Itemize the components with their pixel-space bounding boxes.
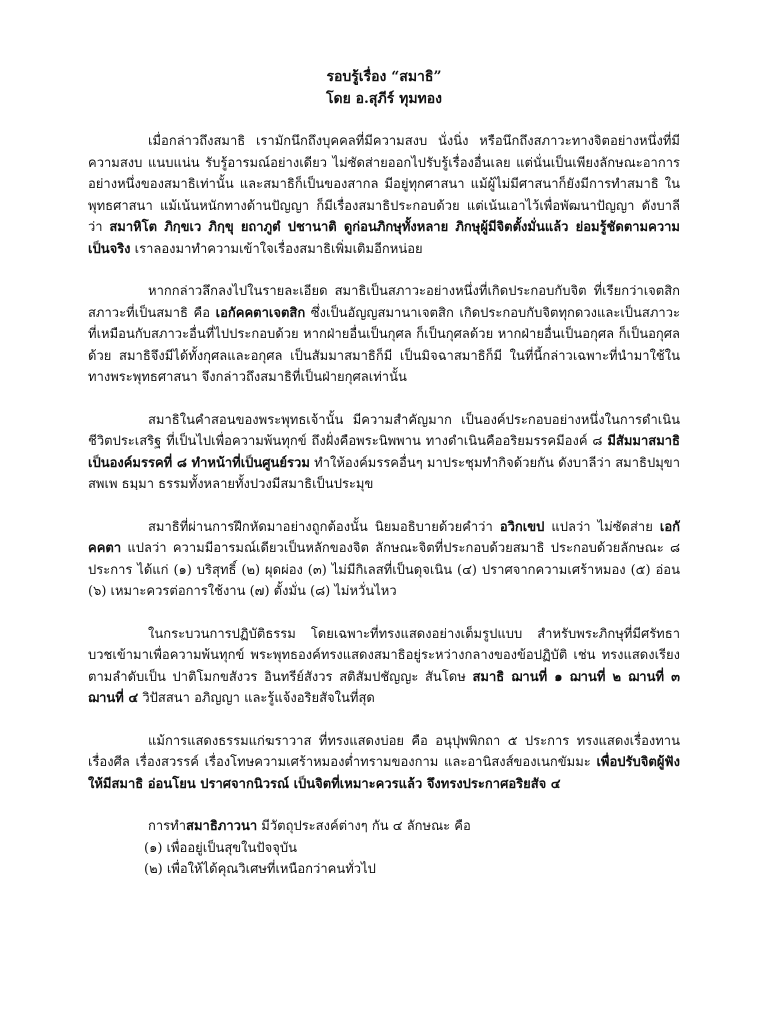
paragraph-3-text-c: ทำให้องค์มรรคอื่นๆ มาประชุมทำกิจด้วยกัน ดังบาลีว่า สมาธิปมุขา สพเพ ธมฺมา ธรรมทั้งหลายทั้งปวงมีสมาธิเป็นประมุข bbox=[88, 455, 680, 492]
spacer bbox=[88, 710, 680, 731]
paragraph-7-text-a: การทำ bbox=[148, 819, 187, 834]
document-page bbox=[88, 66, 680, 881]
paragraph-5-text-a: ในกระบวนการปฏิบัติธรรม โดยเฉพาะที่ทรงแสดงอย่างเต็มรูปแบบ สำหรับพระภิกษุที่มีศรัทธาบวชเข้ามาเพื่อความพ้นทุกข์ พระพุทธองค์ทรงแสดงสมาธิอยู่ระหว่างกลางของข้อปฏิบัติ เช่น ทรงแสดงเรียงตามลำดับเป็น ปาติโมกขสังวร อินทรีย์สังวร สติสัมปชัญญะ สันโดษ bbox=[88, 626, 680, 685]
list-item: (๑) เพื่ออยู่เป็นสุขในปัจจุบัน bbox=[144, 840, 298, 856]
spacer bbox=[88, 260, 680, 281]
paragraph-6-text-a: แม้การแสดงธรรมแก่ฆราวาส ที่ทรงแสดงบ่อย คือ อนุปุพพิกถา ๕ ประการ ทรงแสดงเรื่องทาน เรื่องศีล เรื่องสวรรค์ เรื่องโทษความเศร้าหมองต่ำทรามของกาม และอานิสงส์ของเนกขัมมะ bbox=[88, 733, 680, 770]
paragraph-6 bbox=[88, 731, 680, 796]
paragraph-4-text-c: แปลว่า ไม่ซัดส่าย bbox=[544, 519, 660, 535]
spacer bbox=[88, 110, 680, 131]
paragraph-2 bbox=[88, 281, 680, 389]
paragraph-1-bold-quote: สมาหิโต ภิกฺขเว ภิกฺขุ ยถาภูตํ ปชานาติ ดูก่อนภิกษุทั้งหลาย ภิกษุผู้มีจิตตั้งมั่นแล้ว ย่อมรู้ชัดตามความเป็นจริง bbox=[88, 220, 680, 257]
paragraph-2-text-a: หากกล่าวลึกลงไปในรายละเอียด สมาธิเป็นสภาวะอย่างหนึ่งที่เกิดประกอบกับจิต ที่เรียกว่าเจตสิก สภาวะที่เป็นสมาธิ คือ bbox=[88, 284, 680, 321]
spacer bbox=[88, 389, 680, 410]
paragraph-7 bbox=[88, 816, 680, 838]
paragraph-1-text-c: เราลองมาทำความเข้าใจเรื่องสมาธิเพิ่มเติมอีกหน่อย bbox=[130, 241, 423, 257]
paragraph-4-text-e: แปลว่า ความมีอารมณ์เดียวเป็นหลักของจิต ลักษณะจิตที่ประกอบด้วยสมาธิ ประกอบด้วยลักษณะ ๘ ประการ ได้แก่ (๑) บริสุทธิ์ (๒) ผุดผ่อง (๓) ไม่มีกิเลสที่เป็นดุจเนิน (๔) ปราศจากความเศร้าหมอง (๕) อ่อน (๖) เหมาะควรต่อการใช้งาน (๗) ตั้งมั่น (๘) ไม่หวั่นไหว bbox=[88, 541, 680, 599]
paragraph-5-text-c: วิปัสสนา อภิญญา และรู้แจ้งอริยสัจในที่สุด bbox=[138, 691, 375, 706]
paragraph-4-text-a: สมาธิที่ผ่านการฝึกหัดมาอย่างถูกต้องนั้น นิยมอธิบายด้วยคำว่า bbox=[148, 519, 500, 535]
paragraph-4-bold-term-1: อวิกเขป bbox=[499, 519, 545, 535]
paragraph-3 bbox=[88, 410, 680, 496]
paragraph-2-bold-term: เอกัคคตาเจตสิก bbox=[215, 305, 306, 321]
paragraph-2-text-c: ซึ่งเป็นอัญญสมานาเจตสิก เกิดประกอบกับจิตทุกดวงและเป็นสภาวะที่เหมือนกับสภาวะอื่นที่ไปประกอบด้วย หากฝ่ายอื่นเป็นกุศล ก็เป็นกุศลด้วย หากฝ่ายอื่นเป็นอกุศล ก็เป็นอกุศลด้วย สมาธิจึงมีได้ทั้งกุศลและอกุศล เป็นสัมมาสมาธิก็มี เป็นมิจฉาสมาธิก็มี ในที่นี้กล่าวเฉพาะที่นำมาใช้ในทางพระพุทธศาสนา จึงกล่าวถึงสมาธิที่เป็นฝ่ายกุศลเท่านั้น bbox=[88, 305, 680, 385]
paragraph-4 bbox=[88, 517, 680, 603]
paragraph-7-text-c: มีวัตถุประสงค์ต่างๆ กัน ๔ ลักษณะ คือ bbox=[257, 819, 471, 834]
paragraph-5-bold-phrase: สมาธิ ฌานที่ ๑ ฌานที่ ๒ ฌานที่ ๓ ฌานที่ ๔ bbox=[88, 669, 680, 706]
spacer bbox=[88, 496, 680, 517]
spacer bbox=[88, 603, 680, 624]
paragraph-1 bbox=[88, 131, 680, 260]
paragraph-5 bbox=[88, 624, 680, 710]
document-author: โดย อ.สุภีร์ ทุมทอง bbox=[325, 91, 443, 107]
paragraph-3-bold-phrase: มีสัมมาสมาธิเป็นองค์มรรคที่ ๘ ทำหน้าที่เป็นศูนย์รวม bbox=[88, 434, 680, 471]
paragraph-6-bold-phrase: เพื่อปรับจิตผู้ฟังให้มีสมาธิ อ่อนโยน ปราศจากนิวรณ์ เป็นจิตที่เหมาะควรแล้ว จึงทรงประกาศอริยสัจ ๔ bbox=[88, 755, 680, 792]
spacer bbox=[88, 795, 680, 816]
list-item: (๒) เพื่อให้ได้คุณวิเศษที่เหนือกว่าคนทั่วไป bbox=[144, 862, 376, 877]
paragraph-4-bold-term-2: เอกัคคตา bbox=[88, 519, 680, 556]
paragraph-7-bold-term: สมาธิภาวนา bbox=[186, 819, 258, 834]
paragraph-3-text-a: สมาธิในคำสอนของพระพุทธเจ้านั้น มีความสำคัญมาก เป็นองค์ประกอบอย่างหนึ่งในการดำเนินชีวิตประเสริฐ ที่เป็นไปเพื่อความพ้นทุกข์ ถึงฝั่งคือพระนิพพาน ทางดำเนินคืออริยมรรคมีองค์ ๘ bbox=[88, 412, 680, 449]
document-title: รอบรู้เรื่อง “สมาธิ” bbox=[326, 69, 442, 85]
paragraph-1-text-a: เมื่อกล่าวถึงสมาธิ เรามักนึกถึงบุคคลที่มีความสงบ นั่งนิ่ง หรือนึกถึงสภาวะทางจิตอย่างหนึ่งที่มีความสงบ แนบแน่น รับรู้อารมณ์อย่างเดียว ไม่ซัดส่ายออกไปรับรู้เรื่องอื่นเลย แต่นั่นเป็นเพียงลักษณะอาการอย่างหนึ่งของสมาธิเท่านั้น และสมาธิก็เป็นของสากล มีอยู่ทุกศาสนา แม้ผู้ไม่มีศาสนาก็ยังมีการทำสมาธิ ในพุทธศาสนา แม้เน้นหนักทางด้านปัญญา ก็มีเรื่องสมาธิประกอบด้วย แต่เน้นเอาไว้เพื่อพัฒนาปัญญา ดังบาลีว่า bbox=[88, 134, 680, 235]
